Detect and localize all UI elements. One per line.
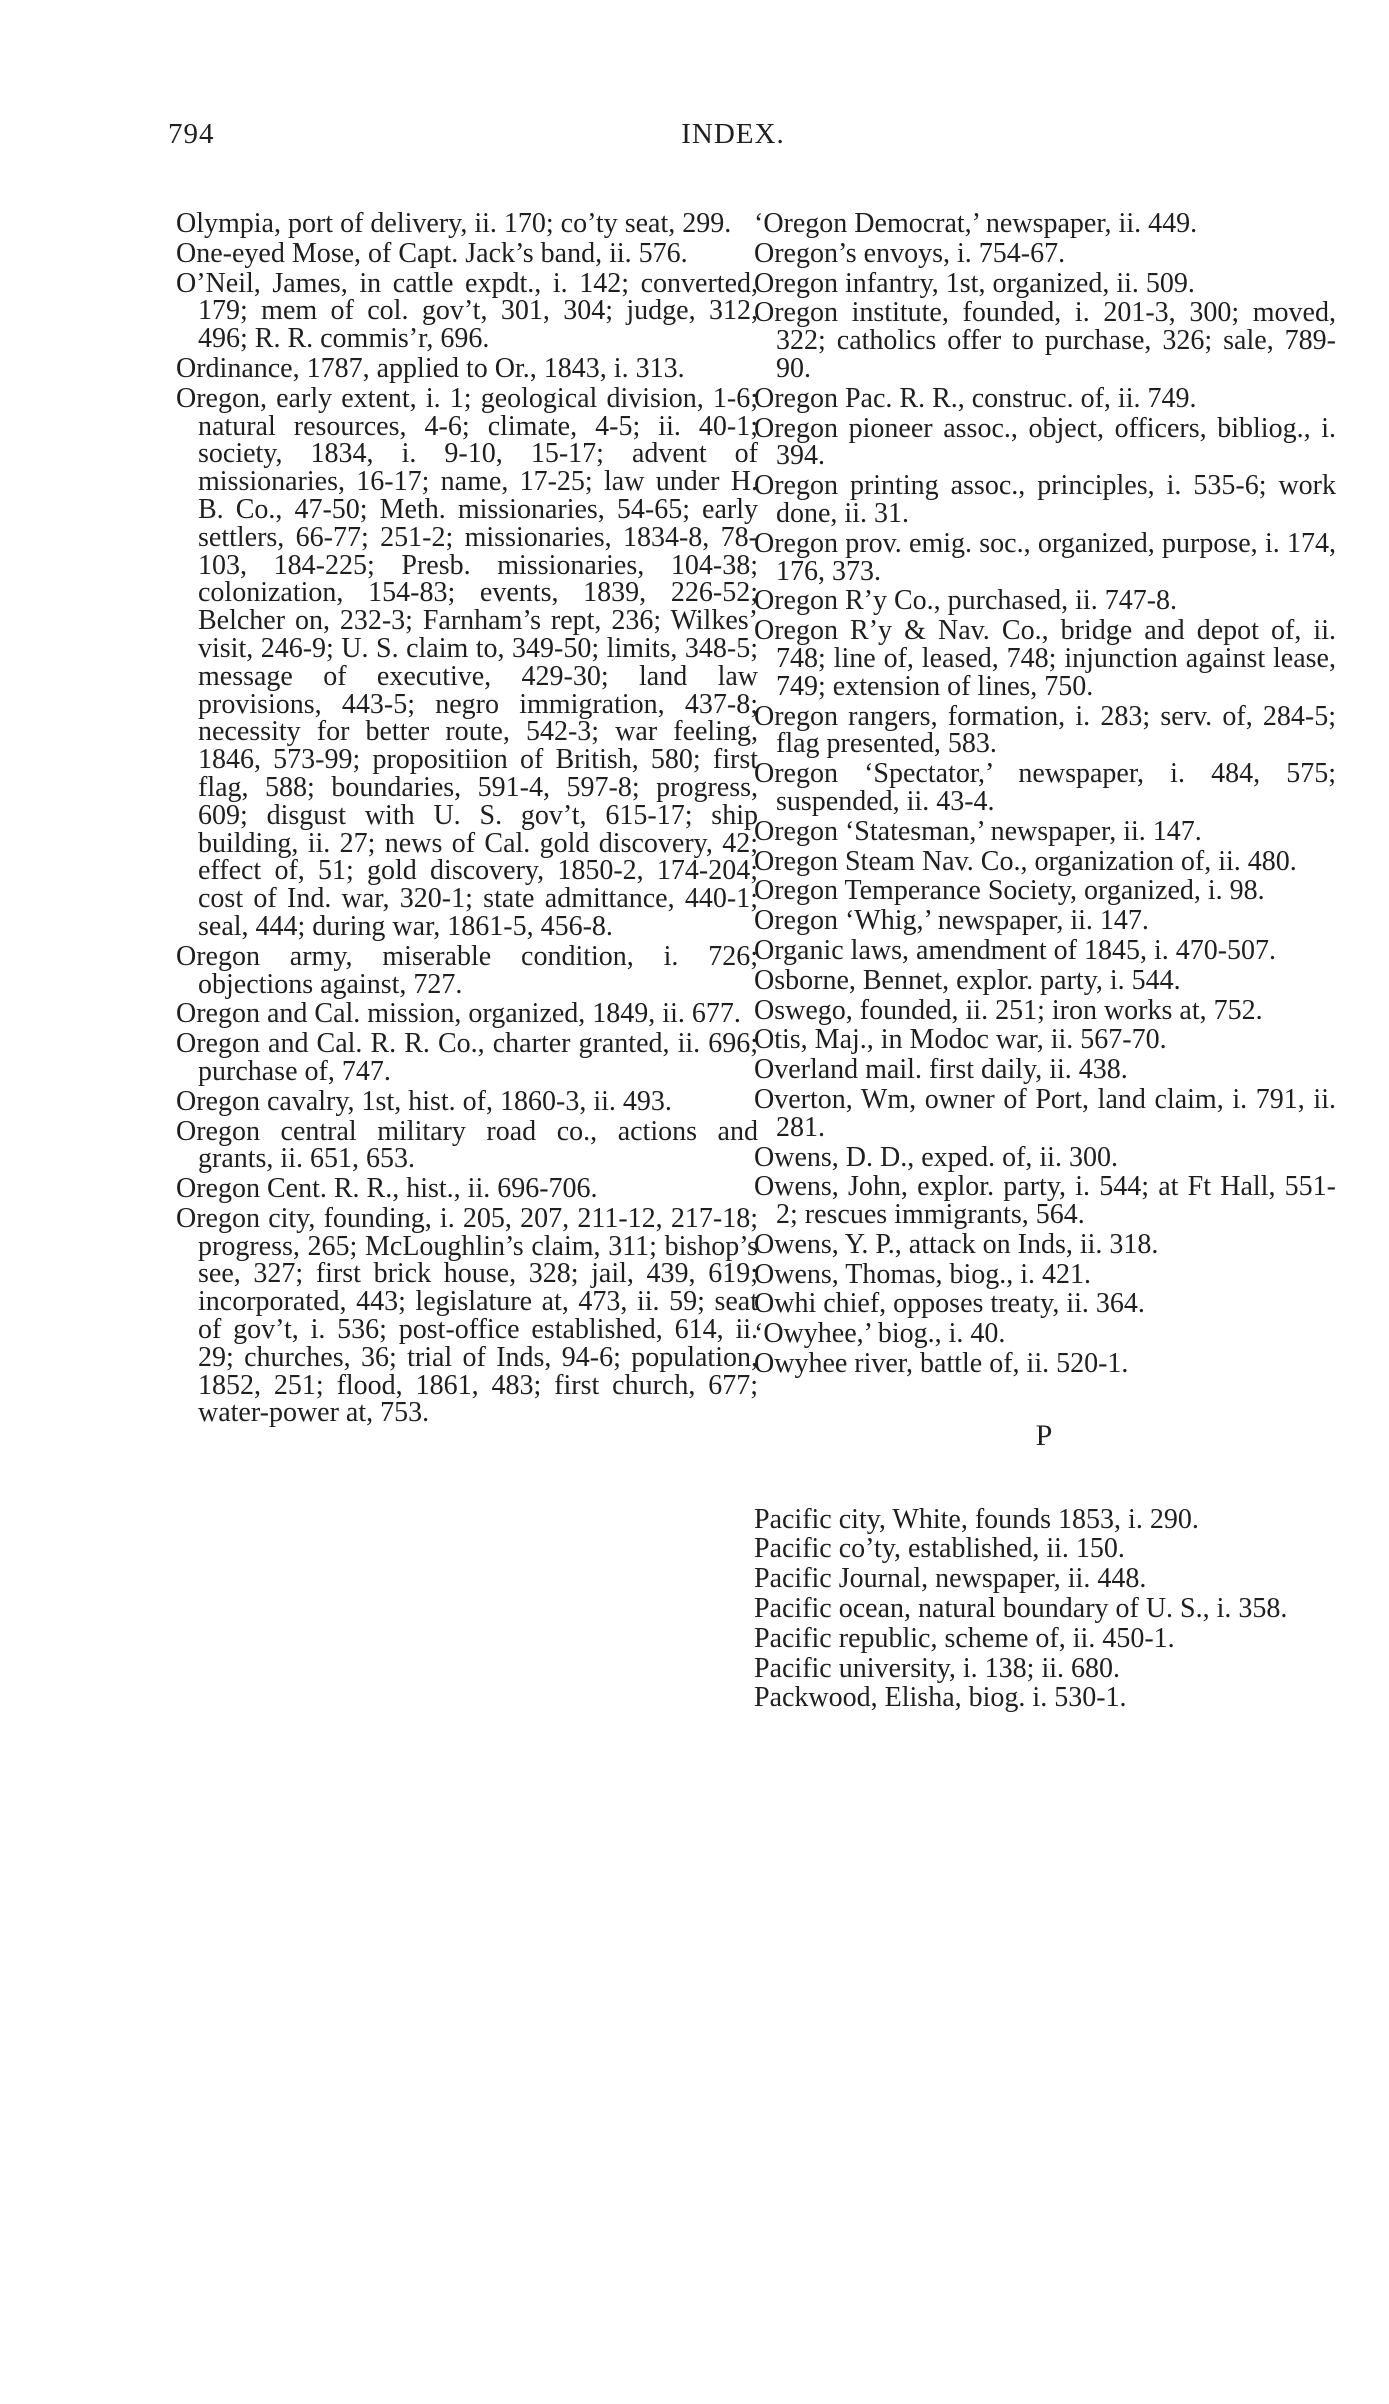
index-entry: Pacific city, White, founds 1853, i. 290. <box>754 1503 1199 1535</box>
index-entry: Oregon R’y Co., purchased, ii. 747-8. <box>754 585 1178 617</box>
right-column <box>754 210 1336 1714</box>
index-entry: Otis, Maj., in Modoc war, ii. 567-70. <box>754 1024 1167 1056</box>
index-entry: One-eyed Mose, of Capt. Jack’s band, ii. 576. <box>176 237 688 269</box>
index-entry: Oregon printing assoc., principles, i. 535-6; work done, ii. 31. <box>754 470 1336 529</box>
index-entry: Pacific university, i. 138; ii. 680. <box>754 1652 1121 1684</box>
index-entry: Oregon, early extent, i. 1; geological division, 1-6; natural resources, 4-6; climate, 4-5; ii. 40-1; society, 1834, i. 9-10, 15-17; advent of missionaries, 16-17; name, 17-25; law under H. B. Co., 47-50; Meth. missionaries, 54-65; early settlers, 66-77; 251-2; missionaries, 1834-8, 78-103, 184-225; Presb. missionaries, 104-38; colonization, 154-83; events, 1839, 226-52; Belcher on, 232-3; Farnham’s rept, 236; Wilkes’ visit, 246-9; U. S. claim to, 349-50; limits, 348-5; message of executive, 429-30; land law provisions, 443-5; negro immigration, 437-8; necessity for better route, 542-3; war feeling, 1846, 573-99; propositiion of British, 580; first flag, 588; boundaries, 591-4, 597-8; progress, 609; disgust with U. S. gov’t, 615-17; ship building, ii. 27; news of Cal. gold discovery, 42; effect of, 51; gold discovery, 1850-2, 174-204; cost of Ind. war, 320-1; state admittance, 440-1; seal, 444; during war, 1861-5, 456-8. <box>176 382 758 942</box>
index-entry: Packwood, Elisha, biog. i. 530-1. <box>754 1682 1127 1714</box>
index-entry: Owens, D. D., exped. of, ii. 300. <box>754 1141 1118 1173</box>
index-entry: Oregon ‘Whig,’ newspaper, ii. 147. <box>754 905 1149 937</box>
index-entry: Overton, Wm, owner of Port, land claim, i. 791, ii. 281. <box>754 1083 1336 1143</box>
index-entry: Osborne, Bennet, explor. party, i. 544. <box>754 964 1181 996</box>
index-entry: Pacific republic, scheme of, ii. 450-1. <box>754 1622 1175 1654</box>
index-entry: Owens, Thomas, biog., i. 421. <box>754 1258 1092 1290</box>
index-entry: Owyhee river, battle of, ii. 520-1. <box>754 1348 1129 1380</box>
index-entry: Oregon ‘Statesman,’ newspaper, ii. 147. <box>754 815 1202 847</box>
index-entry: Oregon Temperance Society, organized, i. 98. <box>754 875 1265 907</box>
index-entry: Oregon and Cal. R. R. Co., charter granted, ii. 696; purchase of, 747. <box>176 1028 758 1087</box>
index-entry: Owhi chief, opposes treaty, ii. 364. <box>754 1288 1145 1320</box>
index-entry: Oregon cavalry, 1st, hist. of, 1860-3, ii. 493. <box>176 1085 672 1117</box>
index-entry: Oregon central military road co., actions and grants, ii. 651, 653. <box>176 1115 758 1175</box>
index-entry: ‘Oregon Democrat,’ newspaper, ii. 449. <box>754 208 1198 239</box>
index-entry: Oregon Pac. R. R., construc. of, ii. 749. <box>754 382 1197 414</box>
index-entry: Oregon infantry, 1st, organized, ii. 509. <box>754 267 1195 299</box>
index-entry: Oswego, founded, ii. 251; iron works at, 752. <box>754 994 1263 1026</box>
page-header <box>168 118 1298 158</box>
index-entry: Oregon pioneer assoc., object, officers, bibliog., i. 394. <box>754 412 1336 472</box>
index-entry: Oregon R’y & Nav. Co., bridge and depot of, ii. 748; line of, leased, 748; injunction against lease, 749; extension of lines, 750. <box>754 615 1336 702</box>
index-entry: Pacific Journal, newspaper, ii. 448. <box>754 1563 1147 1595</box>
index-entry: Pacific ocean, natural boundary of U. S., i. 358. <box>754 1593 1288 1625</box>
left-column <box>176 210 758 1429</box>
index-entry: ‘Owyhee,’ biog., i. 40. <box>754 1318 1006 1350</box>
page-number: 794 <box>168 118 215 150</box>
index-entry: Oregon Steam Nav. Co., organization of, ii. 480. <box>754 845 1297 877</box>
index-entry: Overland mail. first daily, ii. 438. <box>754 1054 1128 1086</box>
index-entry: Oregon and Cal. mission, organized, 1849, ii. 677. <box>176 998 741 1030</box>
index-entry: Oregon army, miserable condition, i. 726; objections against, 727. <box>176 940 758 1000</box>
index-entry: Pacific co’ty, established, ii. 150. <box>754 1533 1125 1565</box>
index-entry: Oregon rangers, formation, i. 283; serv. of, 284-5; flag presented, 583. <box>754 700 1336 760</box>
index-entry: O’Neil, James, in cattle expdt., i. 142; converted, 179; mem of col. gov’t, 301, 304; judge, 312, 496; R. R. commis’r, 696. <box>176 267 758 355</box>
index-entry: Oregon institute, founded, i. 201-3, 300; moved, 322; catholics offer to purchase, 326; sale, 789-90. <box>754 297 1336 384</box>
index-entry: Oregon’s envoys, i. 754-67. <box>754 237 1066 269</box>
index-entry: Oregon Cent. R. R., hist., ii. 696-706. <box>176 1173 598 1205</box>
index-entry: Oregon prov. emig. soc., organized, purpose, i. 174, 176, 373. <box>754 527 1336 587</box>
index-entry: Ordinance, 1787, applied to Or., 1843, i. 313. <box>176 352 685 384</box>
index-entry: Olympia, port of delivery, ii. 170; co’ty seat, 299. <box>176 208 732 239</box>
index-entry: Oregon city, founding, i. 205, 207, 211-12, 217-18; progress, 265; McLoughlin’s claim, 311; bishop’s see, 327; first brick house, 328; jail, 439, 619; incorporated, 443; legislature at, 473, ii. 59; seat of gov’t, i. 536; post-office established, 614, ii. 29; churches, 36; trial of Inds, 94-6; population, 1852, 251; flood, 1861, 483; first church, 677; water-power at, 753. <box>176 1202 758 1429</box>
running-head: INDEX. <box>681 118 785 150</box>
index-entry: Organic laws, amendment of 1845, i. 470-507. <box>754 934 1277 966</box>
index-entry: Owens, Y. P., attack on Inds, ii. 318. <box>754 1228 1159 1260</box>
index-entry: Owens, John, explor. party, i. 544; at Ft Hall, 551-2; rescues immigrants, 564. <box>754 1171 1336 1231</box>
index-entry: Oregon ‘Spectator,’ newspaper, i. 484, 575; suspended, ii. 43-4. <box>754 758 1336 817</box>
section-letter-heading: P <box>1035 1418 1055 1452</box>
